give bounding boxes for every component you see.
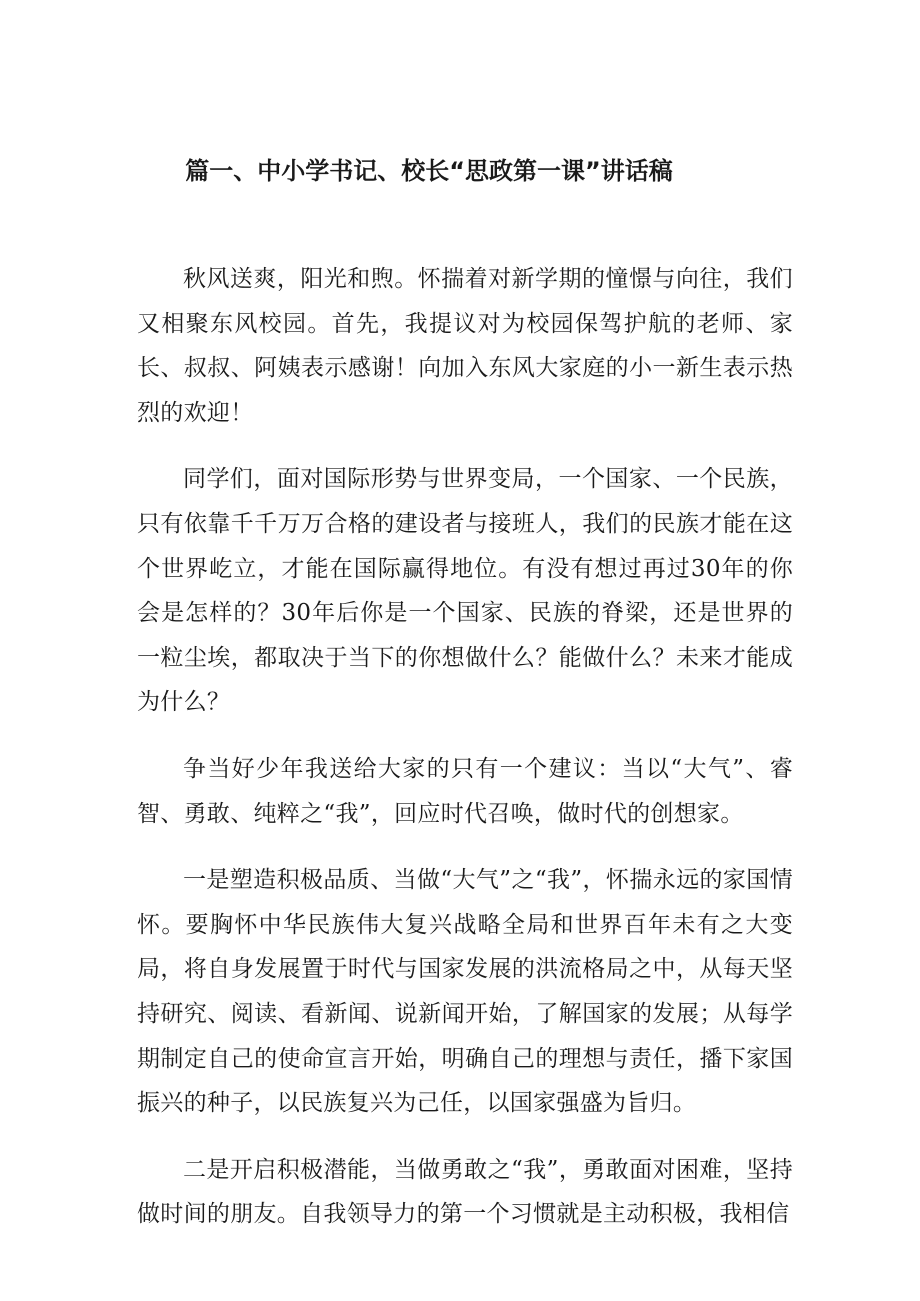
document-body (137, 257, 793, 1259)
paragraph-2: 同学们，面对国际形势与世界变局，一个国家、一个民族，只有依靠千千万万合格的建设者与接班人，我们的民族才能在这个世界屹立，才能在国际赢得地位。有没有想过再过30年的你会是怎样的？30年后你是一个国家、民族的脊梁，还是世界的一粒尘埃，都取决于当下的你想做什么？能做什么？未来才能成为什么？ (137, 466, 793, 716)
paragraph-5: 二是开启积极潜能，当做勇敢之“我”，勇敢面对困难，坚持做时间的朋友。自我领导力的第一个习惯就是主动积极，我相信 (137, 1156, 793, 1228)
document-title: 篇一、中小学书记、校长“思政第一课”讲话稿 (185, 157, 673, 185)
paragraph-4: 一是塑造积极品质、当做“大气”之“我”，怀揣永远的家国情怀。要胸怀中华民族伟大复兴战略全局和世界百年未有之大变局，将自身发展置于时代与国家发展的洪流格局之中，从每天坚持研究、阅读、看新闻、说新闻开始，了解国家的发展；从每学期制定自己的使命宣言开始，明确自己的理想与责任，播下家国振兴的种子，以民族复兴为己任，以国家强盛为旨归。 (137, 867, 793, 1117)
paragraph-3: 争当好少年我送给大家的只有一个建议：当以“大气”、睿智、勇敢、纯粹之“我”，回应时代召唤，做时代的创想家。 (137, 755, 793, 827)
paragraph-1: 秋风送爽，阳光和煦。怀揣着对新学期的憧憬与向往，我们又相聚东风校园。首先，我提议对为校园保驾护航的老师、家长、叔叔、阿姨表示感谢！向加入东风大家庭的小一新生表示热烈的欢迎！ (137, 266, 793, 426)
